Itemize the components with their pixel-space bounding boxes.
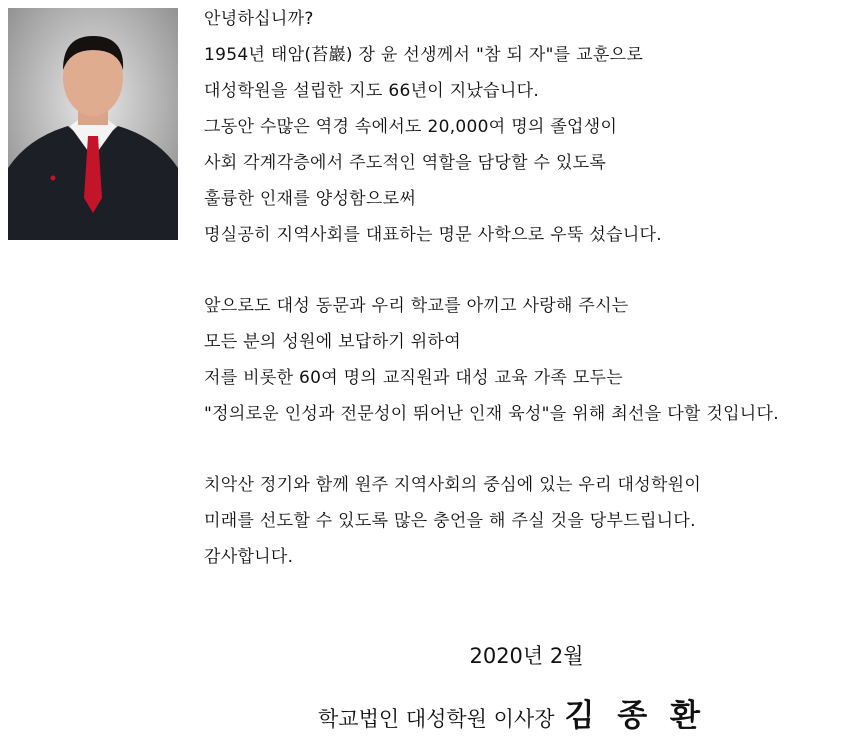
letter-line: 명실공히 지역사회를 대표하는 명문 사학으로 우뚝 섰습니다. [204, 225, 662, 245]
letter-line: 치악산 정기와 함께 원주 지역사회의 중심에 있는 우리 대성학원이 [204, 475, 702, 495]
letter-line: "정의로운 인성과 전문성이 뛰어난 인재 육성"을 위해 최선을 다할 것입니다. [204, 404, 779, 424]
letter-line: 저를 비롯한 60여 명의 교직원과 대성 교육 가족 모두는 [204, 368, 624, 388]
letter-line: 대성학원을 설립한 지도 66년이 지났습니다. [204, 81, 540, 101]
greeting-letter [204, 4, 849, 578]
chairman-portrait-photo [8, 8, 178, 240]
signature-block [318, 690, 706, 735]
letter-line: 모든 분의 성원에 보답하기 위하여 [204, 332, 461, 352]
signer-name: 김 종 환 [564, 698, 706, 734]
letter-line: 미래를 선도할 수 있도록 많은 충언을 해 주실 것을 당부드립니다. [204, 511, 696, 531]
letter-line: 앞으로도 대성 동문과 우리 학교를 아끼고 사랑해 주시는 [204, 296, 629, 316]
letter-line: 사회 각계각층에서 주도적인 역할을 담당할 수 있도록 [204, 153, 607, 173]
letter-date: 2020년 2월 [469, 644, 584, 668]
signer-title: 학교법인 대성학원 이사장 [318, 707, 555, 731]
letter-line: 1954년 태암(苔巖) 장 윤 선생께서 "참 되 자"를 교훈으로 [204, 45, 644, 65]
letter-line: 안녕하십니까? [204, 9, 314, 29]
letter-line: 그동안 수많은 역경 속에서도 20,000여 명의 졸업생이 [204, 117, 618, 137]
letter-line: 훌륭한 인재를 양성함으로써 [204, 189, 417, 209]
letter-line: 감사합니다. [204, 547, 294, 567]
